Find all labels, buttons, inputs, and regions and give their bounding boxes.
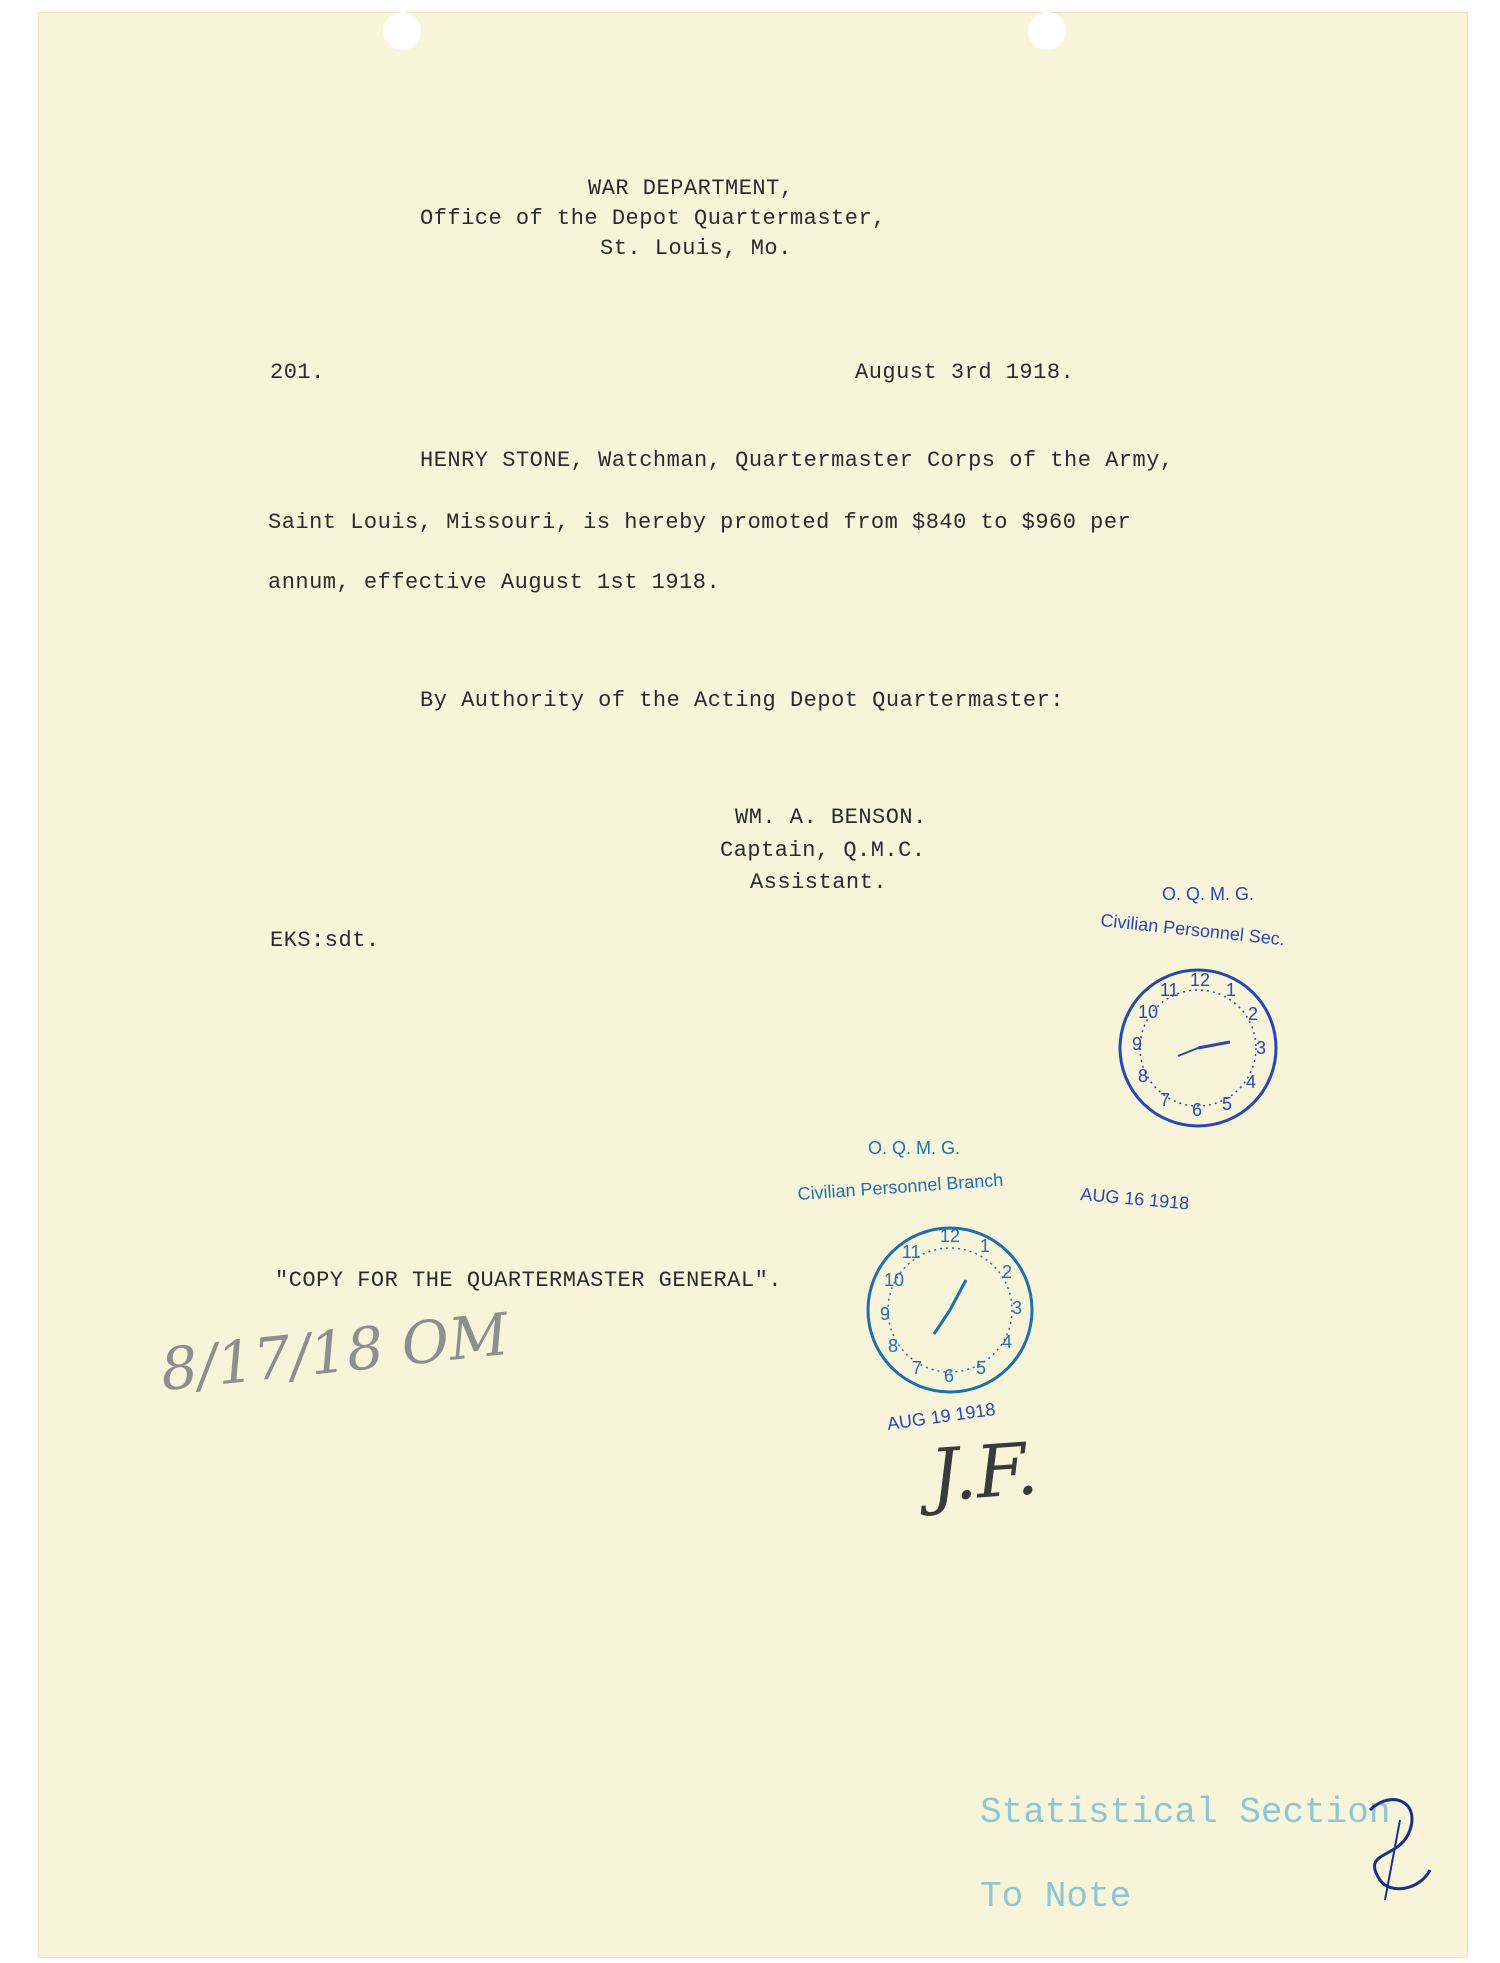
svg-text:5: 5 — [1222, 1094, 1233, 1114]
svg-text:7: 7 — [912, 1358, 923, 1378]
body-line-1: HENRY STONE, Watchman, Quartermaster Corps of the Army, — [420, 448, 1174, 473]
svg-text:3: 3 — [1012, 1298, 1023, 1318]
svg-text:1: 1 — [1226, 980, 1237, 1000]
signature-rank: Captain, Q.M.C. — [720, 838, 926, 863]
stamp1-subtitle: Civilian Personnel Sec. — [1099, 910, 1286, 950]
body-line-3: annum, effective August 1st 1918. — [268, 570, 721, 595]
svg-text:10: 10 — [1138, 1002, 1159, 1022]
svg-text:10: 10 — [884, 1270, 905, 1290]
handwritten-mark — [1350, 1790, 1440, 1910]
letterhead-line-3: St. Louis, Mo. — [600, 236, 792, 261]
svg-text:5: 5 — [976, 1358, 987, 1378]
routing-stamp-line-1: Statistical Section — [980, 1792, 1391, 1833]
authority-line: By Authority of the Acting Depot Quartermaster: — [420, 688, 1065, 713]
svg-text:6: 6 — [944, 1366, 955, 1386]
typist-initials: EKS:sdt. — [270, 928, 380, 953]
stamp2-title: O. Q. M. G. — [868, 1138, 961, 1158]
svg-text:12: 12 — [1190, 970, 1211, 990]
stamp2-date-bottom: AUG 19 1918 — [885, 1398, 997, 1434]
punch-hole — [383, 12, 421, 50]
handwritten-initials: J.F. — [927, 1426, 1041, 1518]
svg-text:4: 4 — [1002, 1332, 1013, 1352]
svg-text:2: 2 — [1248, 1004, 1259, 1024]
received-stamp-1 — [1080, 870, 1340, 1170]
received-stamp-2 — [790, 1130, 1260, 1460]
svg-text:3: 3 — [1256, 1038, 1267, 1058]
svg-text:12: 12 — [940, 1226, 961, 1246]
body-line-2: Saint Louis, Missouri, is hereby promoted from $840 to $960 per — [268, 510, 1132, 535]
svg-text:1: 1 — [980, 1236, 991, 1256]
stamp2-date-top: AUG 16 1918 — [1079, 1184, 1191, 1214]
svg-text:4: 4 — [1246, 1072, 1257, 1092]
svg-text:7: 7 — [1160, 1090, 1171, 1110]
svg-text:8: 8 — [888, 1336, 899, 1356]
letter-date: August 3rd 1918. — [855, 360, 1075, 385]
svg-text:6: 6 — [1192, 1100, 1203, 1120]
copy-note: "COPY FOR THE QUARTERMASTER GENERAL". — [275, 1268, 782, 1293]
svg-text:2: 2 — [1002, 1262, 1013, 1282]
svg-text:11: 11 — [902, 1242, 921, 1262]
signature-title: Assistant. — [750, 870, 888, 895]
punch-hole — [1028, 12, 1066, 50]
clock-dial-icon — [868, 1226, 1032, 1392]
clock-dial-icon — [1120, 970, 1276, 1126]
svg-text:9: 9 — [1132, 1034, 1143, 1054]
signature-name: WM. A. BENSON. — [735, 805, 927, 830]
handwritten-note: 8/17/18 OM — [157, 1299, 512, 1405]
svg-text:9: 9 — [880, 1304, 891, 1324]
letterhead-line-1: WAR DEPARTMENT, — [588, 176, 794, 201]
file-number: 201. — [270, 360, 325, 385]
letterhead-line-2: Office of the Depot Quartermaster, — [420, 206, 886, 231]
stamp1-title: O. Q. M. G. — [1162, 884, 1255, 904]
routing-stamp-line-2: To Note — [980, 1876, 1132, 1917]
svg-text:11: 11 — [1160, 980, 1179, 1000]
stamp2-subtitle: Civilian Personnel Branch — [796, 1169, 1004, 1204]
svg-text:8: 8 — [1138, 1066, 1149, 1086]
